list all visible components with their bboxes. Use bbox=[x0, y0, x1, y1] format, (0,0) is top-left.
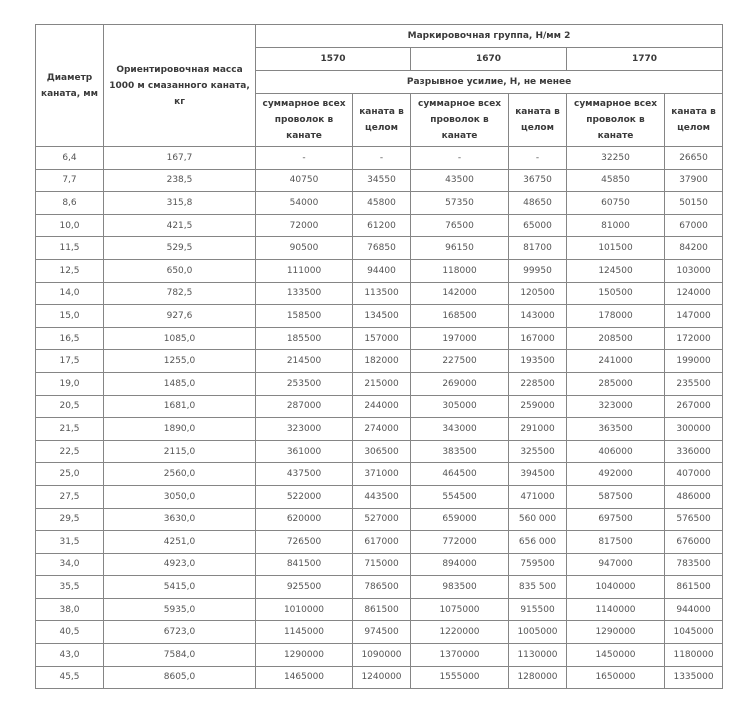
header-sub-rope-whole: каната в целом bbox=[665, 94, 723, 147]
header-breaking-force: Разрывное усилие, Н, не менее bbox=[256, 71, 723, 94]
table-cell: 861500 bbox=[665, 576, 723, 599]
table-cell: 291000 bbox=[509, 418, 567, 441]
table-cell: 1240000 bbox=[353, 666, 411, 689]
table-cell: 5935,0 bbox=[104, 598, 256, 621]
table-cell: 915500 bbox=[509, 598, 567, 621]
table-cell: 72000 bbox=[256, 214, 353, 237]
table-cell: 783500 bbox=[665, 553, 723, 576]
table-row bbox=[36, 305, 723, 328]
table-cell: 1450000 bbox=[567, 644, 665, 667]
table-cell: 111000 bbox=[256, 259, 353, 282]
table-cell: 199000 bbox=[665, 350, 723, 373]
table-cell: 1010000 bbox=[256, 598, 353, 621]
table-row bbox=[36, 237, 723, 260]
table-cell: 178000 bbox=[567, 305, 665, 328]
table-cell: 32250 bbox=[567, 147, 665, 170]
table-cell: 157000 bbox=[353, 327, 411, 350]
table-cell: 133500 bbox=[256, 282, 353, 305]
table-cell: 22,5 bbox=[36, 440, 104, 463]
table-cell: 407000 bbox=[665, 463, 723, 486]
table-cell: 1485,0 bbox=[104, 372, 256, 395]
table-cell: 134500 bbox=[353, 305, 411, 328]
table-cell: 57350 bbox=[411, 192, 509, 215]
table-cell: - bbox=[509, 147, 567, 170]
table-cell: 16,5 bbox=[36, 327, 104, 350]
table-body bbox=[36, 147, 723, 689]
table-cell: 215000 bbox=[353, 372, 411, 395]
table-cell: 238,5 bbox=[104, 169, 256, 192]
table-cell: 305000 bbox=[411, 395, 509, 418]
table-row bbox=[36, 169, 723, 192]
table-cell: 983500 bbox=[411, 576, 509, 599]
table-cell: 124000 bbox=[665, 282, 723, 305]
table-cell: 527000 bbox=[353, 508, 411, 531]
table-cell: 54000 bbox=[256, 192, 353, 215]
table-row bbox=[36, 621, 723, 644]
table-cell: 37900 bbox=[665, 169, 723, 192]
table-cell: 1290000 bbox=[567, 621, 665, 644]
table-cell: 1255,0 bbox=[104, 350, 256, 373]
table-cell: 228500 bbox=[509, 372, 567, 395]
table-cell: 259000 bbox=[509, 395, 567, 418]
table-cell: 90500 bbox=[256, 237, 353, 260]
table-row bbox=[36, 259, 723, 282]
table-cell: 861500 bbox=[353, 598, 411, 621]
table-row bbox=[36, 327, 723, 350]
table-cell: 1045000 bbox=[665, 621, 723, 644]
table-cell: 235500 bbox=[665, 372, 723, 395]
header-grade-1570: 1570 bbox=[256, 48, 411, 71]
table-row bbox=[36, 508, 723, 531]
table-row bbox=[36, 666, 723, 689]
table-cell: 76500 bbox=[411, 214, 509, 237]
table-cell: 158500 bbox=[256, 305, 353, 328]
table-cell: 1180000 bbox=[665, 644, 723, 667]
table-cell: 471000 bbox=[509, 485, 567, 508]
table-cell: 241000 bbox=[567, 350, 665, 373]
table-row bbox=[36, 418, 723, 441]
table-cell: 81000 bbox=[567, 214, 665, 237]
header-sub-total-wires: суммарное всех проволок в канате bbox=[567, 94, 665, 147]
table-cell: 67000 bbox=[665, 214, 723, 237]
table-cell: 3630,0 bbox=[104, 508, 256, 531]
table-cell: 1280000 bbox=[509, 666, 567, 689]
table-cell: 1085,0 bbox=[104, 327, 256, 350]
table-cell: 841500 bbox=[256, 553, 353, 576]
table-cell: 6723,0 bbox=[104, 621, 256, 644]
table-row bbox=[36, 463, 723, 486]
table-cell: 464500 bbox=[411, 463, 509, 486]
table-row bbox=[36, 553, 723, 576]
table-cell: 336000 bbox=[665, 440, 723, 463]
table-cell: 835 500 bbox=[509, 576, 567, 599]
table-cell: 927,6 bbox=[104, 305, 256, 328]
table-cell: 101500 bbox=[567, 237, 665, 260]
table-cell: 267000 bbox=[665, 395, 723, 418]
table-cell: 287000 bbox=[256, 395, 353, 418]
table-cell: 244000 bbox=[353, 395, 411, 418]
table-cell: 1005000 bbox=[509, 621, 567, 644]
table-row bbox=[36, 214, 723, 237]
table-cell: 1335000 bbox=[665, 666, 723, 689]
table-cell: 443500 bbox=[353, 485, 411, 508]
table-cell: 383500 bbox=[411, 440, 509, 463]
table-cell: 142000 bbox=[411, 282, 509, 305]
table-cell: 19,0 bbox=[36, 372, 104, 395]
table-cell: 197000 bbox=[411, 327, 509, 350]
table-cell: 35,5 bbox=[36, 576, 104, 599]
table-cell: 492000 bbox=[567, 463, 665, 486]
table-cell: 274000 bbox=[353, 418, 411, 441]
table-cell: 143000 bbox=[509, 305, 567, 328]
table-cell: 1465000 bbox=[256, 666, 353, 689]
header-diameter: Диаметр каната, мм bbox=[36, 25, 104, 147]
table-cell: 1890,0 bbox=[104, 418, 256, 441]
table-row bbox=[36, 598, 723, 621]
table-cell: 974500 bbox=[353, 621, 411, 644]
table-row bbox=[36, 192, 723, 215]
table-cell: 208500 bbox=[567, 327, 665, 350]
table-cell: 81700 bbox=[509, 237, 567, 260]
table-cell: 40750 bbox=[256, 169, 353, 192]
table-cell: 6,4 bbox=[36, 147, 104, 170]
table-cell: 21,5 bbox=[36, 418, 104, 441]
table-cell: 323000 bbox=[256, 418, 353, 441]
table-row bbox=[36, 395, 723, 418]
table-cell: 782,5 bbox=[104, 282, 256, 305]
table-cell: 759500 bbox=[509, 553, 567, 576]
table-cell: 817500 bbox=[567, 531, 665, 554]
table-cell: 697500 bbox=[567, 508, 665, 531]
table-cell: 193500 bbox=[509, 350, 567, 373]
table-cell: 84200 bbox=[665, 237, 723, 260]
table-cell: 253500 bbox=[256, 372, 353, 395]
table-cell: 96150 bbox=[411, 237, 509, 260]
table-row bbox=[36, 372, 723, 395]
header-sub-total-wires: суммарное всех проволок в канате bbox=[256, 94, 353, 147]
header-marking-group: Маркировочная группа, Н/мм 2 bbox=[256, 25, 723, 48]
table-cell: 1370000 bbox=[411, 644, 509, 667]
table-cell: 2115,0 bbox=[104, 440, 256, 463]
table-cell: 168500 bbox=[411, 305, 509, 328]
table-cell: - bbox=[353, 147, 411, 170]
table-cell: 323000 bbox=[567, 395, 665, 418]
header-grade-1770: 1770 bbox=[567, 48, 723, 71]
table-cell: 406000 bbox=[567, 440, 665, 463]
table-row bbox=[36, 485, 723, 508]
table-cell: 43500 bbox=[411, 169, 509, 192]
table-cell: 34,0 bbox=[36, 553, 104, 576]
table-cell: 361000 bbox=[256, 440, 353, 463]
table-cell: 1140000 bbox=[567, 598, 665, 621]
table-cell: 29,5 bbox=[36, 508, 104, 531]
table-cell: 45800 bbox=[353, 192, 411, 215]
table-cell: 529,5 bbox=[104, 237, 256, 260]
table-cell: 43,0 bbox=[36, 644, 104, 667]
table-cell: 120500 bbox=[509, 282, 567, 305]
table-cell: 214500 bbox=[256, 350, 353, 373]
table-cell: 1290000 bbox=[256, 644, 353, 667]
table-row bbox=[36, 440, 723, 463]
table-cell: 50150 bbox=[665, 192, 723, 215]
header-sub-total-wires: суммарное всех проволок в канате bbox=[411, 94, 509, 147]
table-cell: 14,0 bbox=[36, 282, 104, 305]
table-cell: 167000 bbox=[509, 327, 567, 350]
table-cell: 676000 bbox=[665, 531, 723, 554]
table-cell: 1555000 bbox=[411, 666, 509, 689]
table-cell: 185500 bbox=[256, 327, 353, 350]
table-cell: 61200 bbox=[353, 214, 411, 237]
table-cell: 947000 bbox=[567, 553, 665, 576]
table-cell: 421,5 bbox=[104, 214, 256, 237]
table-cell: 659000 bbox=[411, 508, 509, 531]
table-cell: 925500 bbox=[256, 576, 353, 599]
table-cell: 17,5 bbox=[36, 350, 104, 373]
table-cell: 4251,0 bbox=[104, 531, 256, 554]
table-cell: 437500 bbox=[256, 463, 353, 486]
table-row bbox=[36, 576, 723, 599]
table-cell: 118000 bbox=[411, 259, 509, 282]
table-cell: 147000 bbox=[665, 305, 723, 328]
table-cell: 40,5 bbox=[36, 621, 104, 644]
table-cell: 343000 bbox=[411, 418, 509, 441]
table-cell: - bbox=[411, 147, 509, 170]
table-cell: 1650000 bbox=[567, 666, 665, 689]
table-cell: 2560,0 bbox=[104, 463, 256, 486]
table-cell: 124500 bbox=[567, 259, 665, 282]
table-cell: 1075000 bbox=[411, 598, 509, 621]
header-mass: Ориентировочная масса 1000 м смазанного каната, кг bbox=[104, 25, 256, 147]
table-cell: 150500 bbox=[567, 282, 665, 305]
table-cell: 34550 bbox=[353, 169, 411, 192]
table-cell: 172000 bbox=[665, 327, 723, 350]
table-cell: 315,8 bbox=[104, 192, 256, 215]
table-cell: 269000 bbox=[411, 372, 509, 395]
table-row bbox=[36, 147, 723, 170]
table-cell: 76850 bbox=[353, 237, 411, 260]
table-cell: 3050,0 bbox=[104, 485, 256, 508]
table-cell: 8,6 bbox=[36, 192, 104, 215]
table-cell: 45,5 bbox=[36, 666, 104, 689]
table-row bbox=[36, 282, 723, 305]
table-cell: 4923,0 bbox=[104, 553, 256, 576]
table-cell: 894000 bbox=[411, 553, 509, 576]
table-cell: 576500 bbox=[665, 508, 723, 531]
table-cell: 26650 bbox=[665, 147, 723, 170]
table-cell: 7,7 bbox=[36, 169, 104, 192]
table-cell: 620000 bbox=[256, 508, 353, 531]
table-cell: 48650 bbox=[509, 192, 567, 215]
table-cell: 1090000 bbox=[353, 644, 411, 667]
table-cell: 617000 bbox=[353, 531, 411, 554]
table-cell: 182000 bbox=[353, 350, 411, 373]
table-cell: 65000 bbox=[509, 214, 567, 237]
table-cell: 31,5 bbox=[36, 531, 104, 554]
table-cell: 786500 bbox=[353, 576, 411, 599]
table-cell: 20,5 bbox=[36, 395, 104, 418]
table-cell: 1145000 bbox=[256, 621, 353, 644]
table-cell: 371000 bbox=[353, 463, 411, 486]
table-cell: 486000 bbox=[665, 485, 723, 508]
table-cell: 300000 bbox=[665, 418, 723, 441]
table-cell: 772000 bbox=[411, 531, 509, 554]
table-cell: 11,5 bbox=[36, 237, 104, 260]
table-cell: 1681,0 bbox=[104, 395, 256, 418]
table-cell: 8605,0 bbox=[104, 666, 256, 689]
table-cell: 656 000 bbox=[509, 531, 567, 554]
table-cell: 944000 bbox=[665, 598, 723, 621]
table-cell: 36750 bbox=[509, 169, 567, 192]
rope-specs-table bbox=[35, 24, 723, 689]
table-cell: 363500 bbox=[567, 418, 665, 441]
table-cell: 522000 bbox=[256, 485, 353, 508]
table-row bbox=[36, 350, 723, 373]
table-cell: - bbox=[256, 147, 353, 170]
table-cell: 5415,0 bbox=[104, 576, 256, 599]
table-cell: 560 000 bbox=[509, 508, 567, 531]
table-cell: 726500 bbox=[256, 531, 353, 554]
table-row bbox=[36, 531, 723, 554]
table-cell: 325500 bbox=[509, 440, 567, 463]
table-cell: 27,5 bbox=[36, 485, 104, 508]
table-cell: 587500 bbox=[567, 485, 665, 508]
table-cell: 715000 bbox=[353, 553, 411, 576]
table-cell: 45850 bbox=[567, 169, 665, 192]
table-cell: 227500 bbox=[411, 350, 509, 373]
table-cell: 60750 bbox=[567, 192, 665, 215]
table-row bbox=[36, 644, 723, 667]
table-cell: 167,7 bbox=[104, 147, 256, 170]
table-cell: 12,5 bbox=[36, 259, 104, 282]
table-cell: 38,0 bbox=[36, 598, 104, 621]
table-cell: 113500 bbox=[353, 282, 411, 305]
table-cell: 394500 bbox=[509, 463, 567, 486]
table-cell: 7584,0 bbox=[104, 644, 256, 667]
table-cell: 25,0 bbox=[36, 463, 104, 486]
header-sub-rope-whole: каната в целом bbox=[509, 94, 567, 147]
table-cell: 15,0 bbox=[36, 305, 104, 328]
header-sub-rope-whole: каната в целом bbox=[353, 94, 411, 147]
table-cell: 94400 bbox=[353, 259, 411, 282]
table-cell: 650,0 bbox=[104, 259, 256, 282]
table-cell: 554500 bbox=[411, 485, 509, 508]
table-cell: 1040000 bbox=[567, 576, 665, 599]
table-cell: 99950 bbox=[509, 259, 567, 282]
header-grade-1670: 1670 bbox=[411, 48, 567, 71]
table-cell: 1220000 bbox=[411, 621, 509, 644]
table-cell: 10,0 bbox=[36, 214, 104, 237]
table-cell: 103000 bbox=[665, 259, 723, 282]
table-cell: 285000 bbox=[567, 372, 665, 395]
table-cell: 1130000 bbox=[509, 644, 567, 667]
table-cell: 306500 bbox=[353, 440, 411, 463]
